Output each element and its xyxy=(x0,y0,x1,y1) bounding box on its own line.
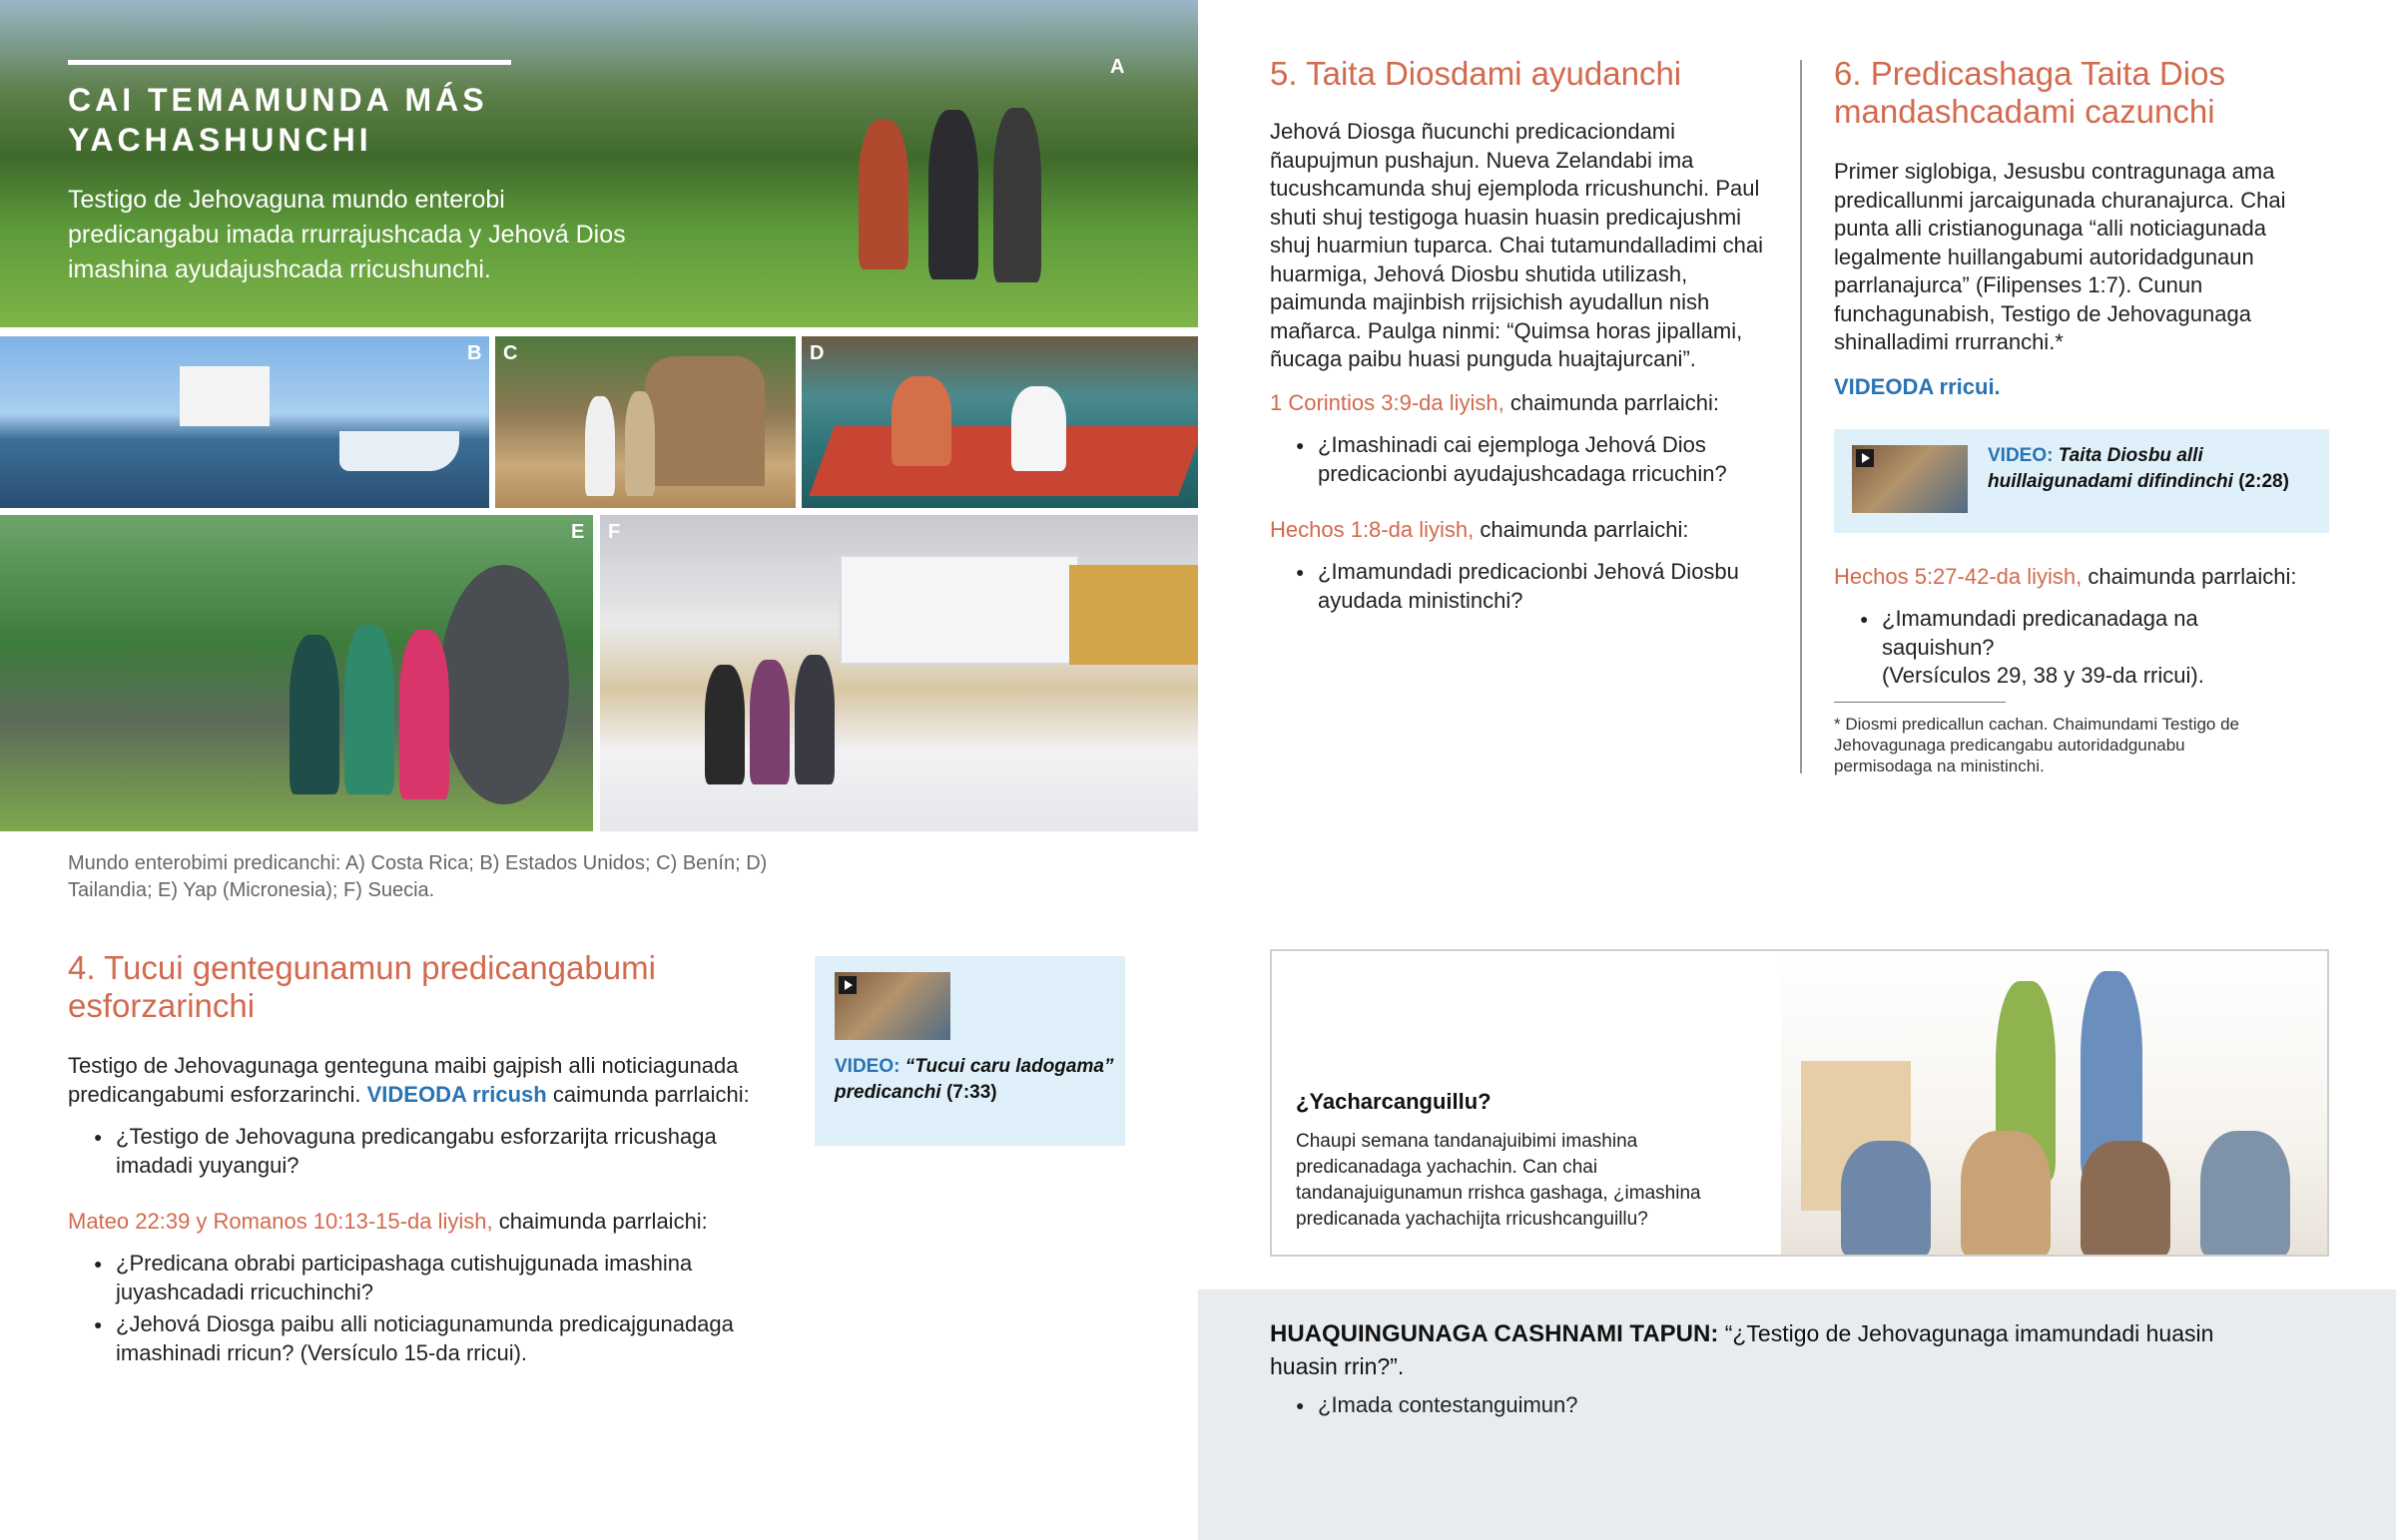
photo-suecia xyxy=(600,515,1198,831)
video-box-difindinchi[interactable] xyxy=(1834,429,2329,533)
play-icon[interactable] xyxy=(839,976,857,994)
list-item xyxy=(1834,605,2293,691)
video-duration: (7:33) xyxy=(945,1082,997,1103)
video-thumbnail[interactable] xyxy=(835,972,950,1040)
ref-text: chaimunda parrlaichi: xyxy=(1503,390,1720,415)
section-6-ref xyxy=(1834,563,2333,592)
video-duration: (2:28) xyxy=(2238,471,2289,492)
hero-rule xyxy=(68,60,511,65)
hero-subtitle: Testigo de Jehovaguna mundo enterobi predicangabu imada rrurrajushcada y Jehová Dios imashina ayudajushcada rricushunchi. xyxy=(68,186,626,283)
photo-letter-a: A xyxy=(1110,56,1125,78)
list-item: ● ¿Imada contestanguimun? xyxy=(1270,1391,2069,1420)
section-5-body: Jehová Diosga ñucunchi predicaciondami ñaupujmun pushajun. Nueva Zelandabi ima tucushcamunda shuj ejemploda rricushunchi. Paul shuti shuj testigoga huasin huasin predicajushmi shuj huarmiun tuparca. Chai tutamundalladimi chai huarmiga, Jehová Diosbu shutida utilizash, paimunda majinbish rrijsichish ayudallun nish mañarca. Paulga ninmi: “Quimsa horas jipallami, ñucaga paibu huasi punguda huajtajurcani”. xyxy=(1270,119,1764,371)
section-6-list xyxy=(1834,605,2293,695)
footnote: * Diosmi predicallun cachan. Chaimundami Testigo de Jehovagunaga predicangabu autoridadgunabu permisodaga na ministinchi. xyxy=(1834,715,2240,775)
section-4-intro-end: caimunda parrlaichi: xyxy=(546,1081,750,1107)
photo-letter-b: B xyxy=(467,342,482,364)
video-label: VIDEO: xyxy=(1988,445,2054,466)
did-you-know-text: Chaupi semana tandanajuibimi imashina predicanadaga yachachin. Can chai tandanajuigunamun rrishca gashaga, ¿imashina predicanada yachachijta rricushcanguillu? xyxy=(1296,1131,1701,1230)
section-4-intro-text: Testigo de Jehovagunaga genteguna maibi gajpish alli noticiagunada predicangabumi esforzarinchi. xyxy=(68,1053,739,1107)
play-icon[interactable] xyxy=(1856,449,1874,467)
meeting-illustration xyxy=(1781,951,2329,1257)
section-6-body: Primer siglobiga, Jesusbu contragunaga ama predicallunmi jarcaigunada churanajurca. Chai punta alli cristianogunaga “alli noticiagunada legalmente huillangabumi autoridadgunaun parrlanajurca” (Filipenses 1:7). Cunun funchagunabish, Testigo de Jehovagunaga shinalladimi rrurranchi.* xyxy=(1834,159,2286,354)
section-5-heading: 5. Taita Diosdami ayudanchi xyxy=(1270,55,1682,92)
photo-benin xyxy=(495,336,796,508)
section-5-ref-1 xyxy=(1270,389,1769,418)
footnote-rule xyxy=(1834,702,2006,703)
section-5-ref-2 xyxy=(1270,516,1769,545)
section-5-list-1 xyxy=(1270,431,1769,492)
section-4-video-link[interactable]: VIDEODA rricush xyxy=(366,1081,547,1107)
review-label: HUAQUINGUNAGA CASHNAMI TAPUN: xyxy=(1270,1320,1719,1347)
review-list xyxy=(1270,1391,2069,1424)
review-question xyxy=(1270,1317,2218,1382)
photo-yap-micronesia xyxy=(0,515,593,831)
list-item-note: (Versículos 29, 38 y 39-da rricui). xyxy=(1882,663,2204,688)
video-caption xyxy=(1988,443,2317,495)
photo-letter-c: C xyxy=(503,342,518,364)
photo-estados-unidos xyxy=(0,336,489,508)
section-6-heading: 6. Predicashaga Taita Dios mandashcadami cazunchi xyxy=(1834,55,2225,130)
hero-title: CAI TEMAMUNDA MÁS YACHASHUNCHI xyxy=(68,82,488,158)
did-you-know-title: ¿Yacharcanguillu? xyxy=(1296,1089,1492,1114)
scripture-reference[interactable]: Mateo 22:39 y Romanos 10:13-15-da liyish, xyxy=(68,1209,493,1234)
ref-text: chaimunda parrlaichi: xyxy=(1474,517,1689,542)
section-4-list-2 xyxy=(68,1250,787,1371)
did-you-know-box xyxy=(1270,949,2329,1257)
scripture-reference[interactable]: 1 Corintios 3:9-da liyish, xyxy=(1270,390,1504,415)
video-caption xyxy=(835,1054,1114,1106)
list-item: ● ¿Jehová Diosga paibu alli noticiagunamunda predicajgunadaga imashinadi rricun? (Versículo 15-da rricui). xyxy=(68,1310,787,1367)
section-4-intro xyxy=(68,1052,787,1109)
section-5-list-2 xyxy=(1270,558,1769,619)
section-6-video-link[interactable]: VIDEODA rricui. xyxy=(1834,374,2001,399)
list-item: ● ¿Imamundadi predicacionbi Jehová Diosbu ayudada ministinchi? xyxy=(1270,558,1769,615)
section-4-heading: 4. Tucui gentegunamun predicangabumi esforzarinchi xyxy=(68,949,656,1024)
list-item: ● ¿Testigo de Jehovaguna predicangabu esforzarijta rricushaga imadadi yuyangui? xyxy=(68,1123,787,1180)
review-text: “¿Testigo de Jehovagunaga imamundadi huasin huasin rrin?”. xyxy=(1270,1320,2214,1379)
ref-text: chaimunda parrlaichi: xyxy=(492,1209,708,1234)
section-4-list-1 xyxy=(68,1123,787,1184)
ref-text: chaimunda parrlaichi: xyxy=(2082,564,2297,589)
video-label: VIDEO: xyxy=(835,1056,900,1077)
photo-letter-f: F xyxy=(608,521,621,543)
photo-caption: Mundo enterobimi predicanchi: A) Costa Rica; B) Estados Unidos; C) Benín; D) Tailandia; E) Yap (Micronesia); F) Suecia. xyxy=(68,852,768,901)
video-thumbnail[interactable] xyxy=(1852,445,1968,513)
video-title: “Tucui caru ladogama” predicanchi xyxy=(835,1056,1114,1103)
list-item-text: ¿Imamundadi predicanadaga na saquishun? xyxy=(1882,606,2198,660)
column-divider xyxy=(1800,60,1802,773)
photo-letter-d: D xyxy=(810,342,825,364)
photo-tailandia xyxy=(802,336,1198,508)
photo-letter-e: E xyxy=(571,521,585,543)
scripture-reference[interactable]: Hechos 5:27-42-da liyish, xyxy=(1834,564,2083,589)
scripture-reference[interactable]: Hechos 1:8-da liyish, xyxy=(1270,517,1475,542)
video-box-tucui[interactable] xyxy=(815,956,1125,1146)
list-item: ● ¿Imashinadi cai ejemploga Jehová Dios predicacionbi ayudajushcadaga rricuchin? xyxy=(1270,431,1769,488)
section-4-ref xyxy=(68,1208,787,1237)
video-title: Taita Diosbu alli huillaigunadami difindinchi xyxy=(1988,445,2233,492)
list-item: ● ¿Predicana obrabi participashaga cutishujgunada imashina juyashcadadi rricuchinchi? xyxy=(68,1250,787,1306)
